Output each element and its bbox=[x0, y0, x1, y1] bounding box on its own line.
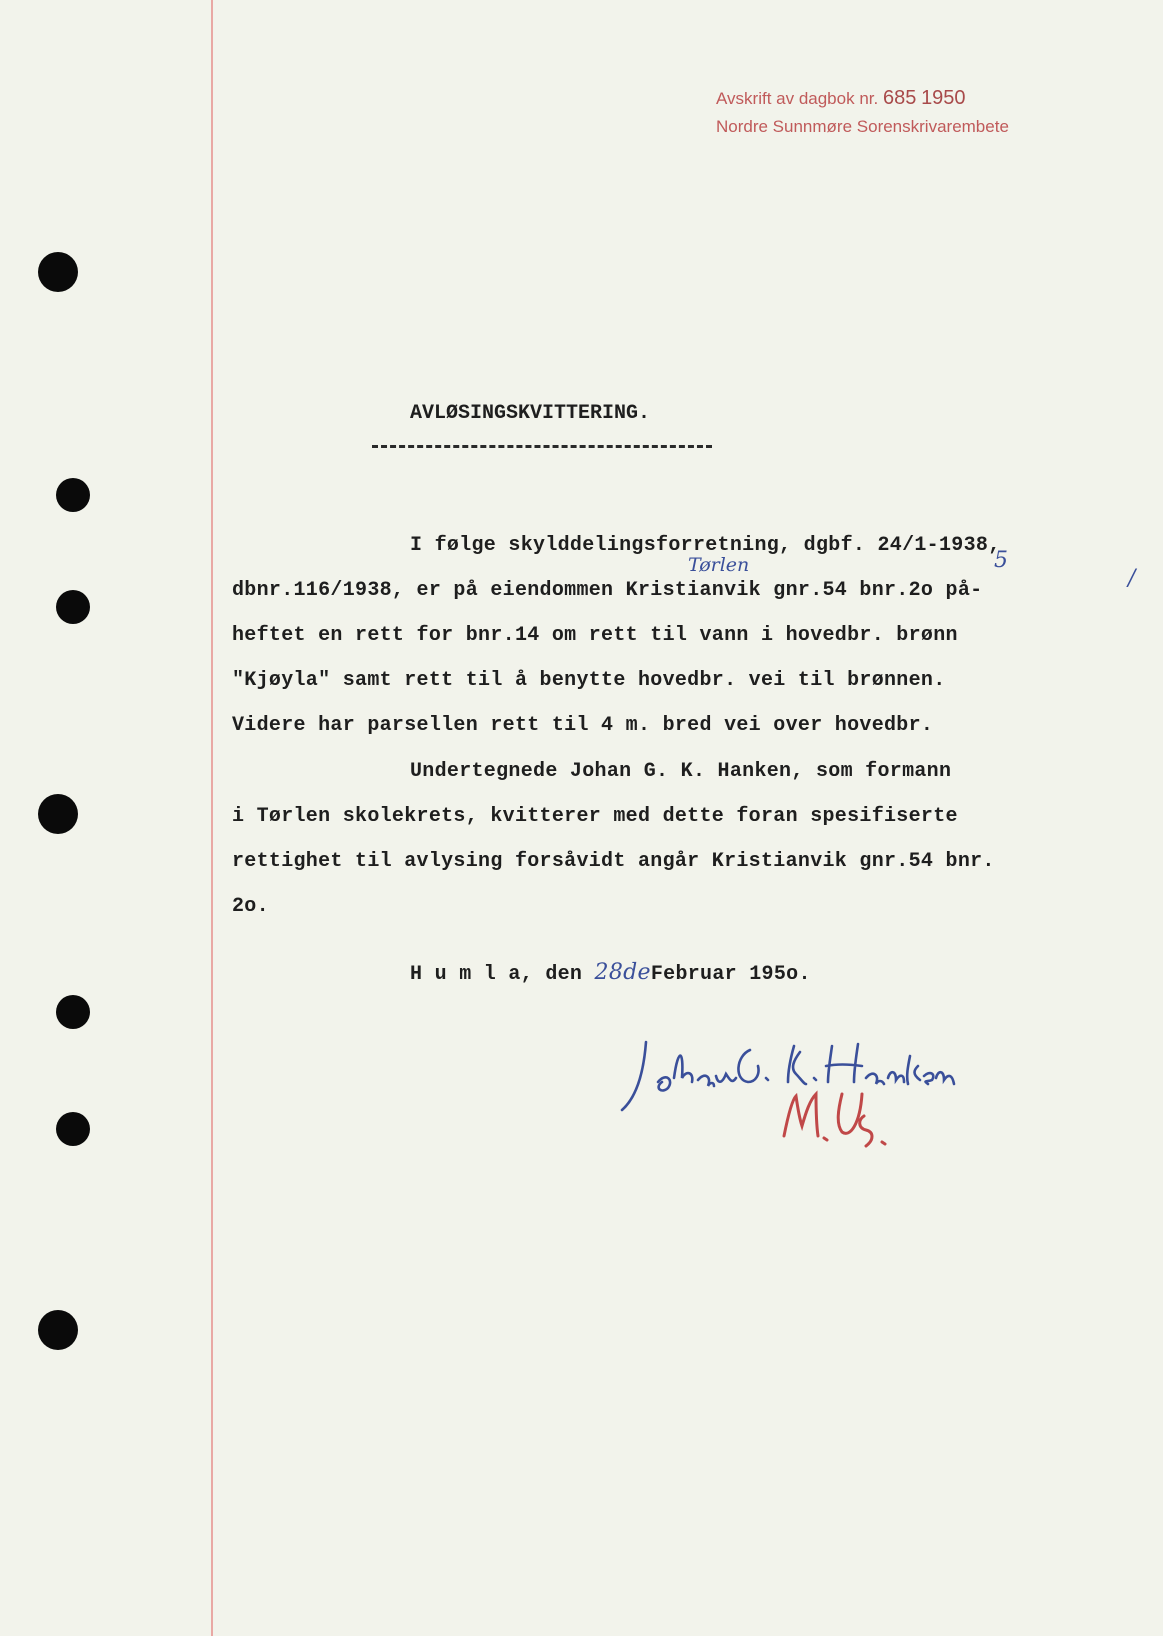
body-line: 2o. bbox=[232, 895, 269, 918]
punch-hole bbox=[56, 478, 90, 512]
margin-mark: / bbox=[1128, 566, 1136, 591]
body-line: dbnr.116/1938, er på eiendommen Kristianvik gnr.54 bnr.2o på- bbox=[232, 579, 983, 602]
body-line: heftet en rett for bnr.14 om rett til vann i hovedbr. brønn bbox=[232, 624, 958, 647]
stamp-number: 685 bbox=[882, 87, 917, 109]
registry-stamp bbox=[716, 84, 1009, 141]
body-line: "Kjøyla" samt rett til å benytte hovedbr. vei til brønnen. bbox=[232, 669, 946, 692]
handwritten-number: 5 bbox=[994, 548, 1008, 573]
punch-hole bbox=[38, 252, 78, 292]
stamp-line-1 bbox=[716, 84, 1009, 113]
stamp-line-2: Nordre Sunnmøre Sorenskrivarembete bbox=[716, 117, 1009, 136]
handwritten-correction: Tørlen bbox=[688, 554, 750, 576]
body-line: i Tørlen skolekrets, kvitterer med dette foran spesifiserte bbox=[232, 805, 958, 828]
title-underline bbox=[372, 445, 712, 448]
stamp-prefix: Avskrift av dagbok nr. bbox=[716, 89, 879, 108]
body-line: I følge skylddelingsforretning, dgbf. 24/1-1938, bbox=[410, 534, 1001, 557]
date-prefix: H u m l a, den bbox=[410, 963, 583, 986]
punch-hole bbox=[38, 794, 78, 834]
punch-hole bbox=[38, 1310, 78, 1350]
stamp-year: 1950 bbox=[921, 87, 966, 109]
body-line: rettighet til avlysing forsåvidt angår Kristianvik gnr.54 bnr. bbox=[232, 850, 995, 873]
initials bbox=[778, 1080, 908, 1150]
punch-hole bbox=[56, 995, 90, 1029]
margin-line bbox=[211, 0, 213, 1636]
punch-hole bbox=[56, 590, 90, 624]
handwritten-date: 28de bbox=[594, 960, 651, 985]
punch-hole bbox=[56, 1112, 90, 1146]
body-line: Videre har parsellen rett til 4 m. bred vei over hovedbr. bbox=[232, 714, 934, 737]
document-title: AVLØSINGSKVITTERING. bbox=[410, 402, 651, 425]
date-suffix: Februar 195o. bbox=[650, 963, 811, 986]
date-line bbox=[410, 960, 811, 986]
body-line: Undertegnede Johan G. K. Hanken, som formann bbox=[410, 760, 952, 783]
